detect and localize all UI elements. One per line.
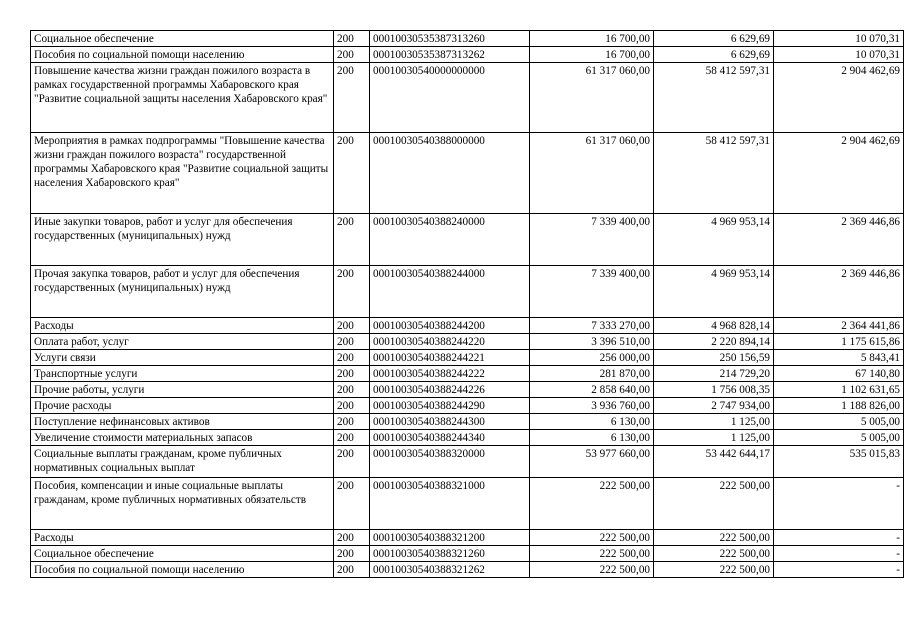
row-kbk: 00010030540388244340 <box>370 430 530 446</box>
row-kbk: 00010030540388244000 <box>370 266 530 318</box>
row-kbk: 00010030535387313260 <box>370 31 530 47</box>
row-approved-amount: 222 500,00 <box>530 546 654 562</box>
row-code: 200 <box>334 31 370 47</box>
row-executed-amount: 53 442 644,17 <box>654 446 774 478</box>
row-approved-amount: 281 870,00 <box>530 366 654 382</box>
row-unexecuted-amount: 1 102 631,65 <box>774 382 904 398</box>
row-name: Расходы <box>31 318 334 334</box>
row-kbk: 00010030540388321000 <box>370 478 530 530</box>
row-code: 200 <box>334 446 370 478</box>
table-row <box>31 414 904 430</box>
table-body <box>31 31 904 578</box>
row-unexecuted-amount: - <box>774 546 904 562</box>
table-row <box>31 318 904 334</box>
budget-execution-table <box>30 30 904 578</box>
row-code: 200 <box>334 63 370 133</box>
row-approved-amount: 3 936 760,00 <box>530 398 654 414</box>
row-name: Расходы <box>31 530 334 546</box>
row-code: 200 <box>334 366 370 382</box>
row-approved-amount: 16 700,00 <box>530 47 654 63</box>
row-kbk: 00010030540388321200 <box>370 530 530 546</box>
row-code: 200 <box>334 414 370 430</box>
row-approved-amount: 222 500,00 <box>530 530 654 546</box>
row-approved-amount: 61 317 060,00 <box>530 63 654 133</box>
row-executed-amount: 4 969 953,14 <box>654 214 774 266</box>
row-code: 200 <box>334 398 370 414</box>
row-name: Повышение качества жизни граждан пожилого возраста в рамках государственной программы Хабаровского края "Развитие социальной защиты населения Хабаровского края" <box>31 63 334 133</box>
row-unexecuted-amount: 2 369 446,86 <box>774 266 904 318</box>
row-executed-amount: 222 500,00 <box>654 546 774 562</box>
row-code: 200 <box>334 530 370 546</box>
row-unexecuted-amount: 2 364 441,86 <box>774 318 904 334</box>
row-approved-amount: 7 333 270,00 <box>530 318 654 334</box>
row-unexecuted-amount: - <box>774 478 904 530</box>
row-approved-amount: 7 339 400,00 <box>530 214 654 266</box>
row-executed-amount: 1 756 008,35 <box>654 382 774 398</box>
row-executed-amount: 2 747 934,00 <box>654 398 774 414</box>
row-code: 200 <box>334 266 370 318</box>
row-approved-amount: 222 500,00 <box>530 478 654 530</box>
row-approved-amount: 61 317 060,00 <box>530 133 654 214</box>
table-row <box>31 47 904 63</box>
row-name: Увеличение стоимости материальных запасов <box>31 430 334 446</box>
row-unexecuted-amount: 1 188 826,00 <box>774 398 904 414</box>
row-kbk: 00010030540388244300 <box>370 414 530 430</box>
row-kbk: 00010030540388244226 <box>370 382 530 398</box>
row-name: Пособия, компенсации и иные социальные выплаты гражданам, кроме публичных нормативных обязательств <box>31 478 334 530</box>
row-executed-amount: 222 500,00 <box>654 562 774 578</box>
table-row <box>31 266 904 318</box>
row-approved-amount: 53 977 660,00 <box>530 446 654 478</box>
row-name: Поступление нефинансовых активов <box>31 414 334 430</box>
row-approved-amount: 3 396 510,00 <box>530 334 654 350</box>
table-row <box>31 546 904 562</box>
row-executed-amount: 222 500,00 <box>654 530 774 546</box>
row-unexecuted-amount: - <box>774 530 904 546</box>
row-code: 200 <box>334 133 370 214</box>
table-row <box>31 478 904 530</box>
row-kbk: 00010030540388244220 <box>370 334 530 350</box>
row-executed-amount: 58 412 597,31 <box>654 63 774 133</box>
row-approved-amount: 2 858 640,00 <box>530 382 654 398</box>
table-row <box>31 334 904 350</box>
row-name: Пособия по социальной помощи населению <box>31 47 334 63</box>
row-name: Прочая закупка товаров, работ и услуг для обеспечения государственных (муниципальных) нужд <box>31 266 334 318</box>
row-code: 200 <box>334 350 370 366</box>
table-row <box>31 398 904 414</box>
row-name: Прочие расходы <box>31 398 334 414</box>
row-executed-amount: 2 220 894,14 <box>654 334 774 350</box>
row-unexecuted-amount: 2 904 462,69 <box>774 63 904 133</box>
row-kbk: 00010030540388321260 <box>370 546 530 562</box>
row-name: Оплата работ, услуг <box>31 334 334 350</box>
table-row <box>31 366 904 382</box>
row-unexecuted-amount: 2 369 446,86 <box>774 214 904 266</box>
row-unexecuted-amount: 67 140,80 <box>774 366 904 382</box>
row-kbk: 00010030540388244290 <box>370 398 530 414</box>
row-unexecuted-amount: 10 070,31 <box>774 47 904 63</box>
row-kbk: 00010030540388244200 <box>370 318 530 334</box>
row-code: 200 <box>334 382 370 398</box>
row-executed-amount: 250 156,59 <box>654 350 774 366</box>
row-name: Социальное обеспечение <box>31 546 334 562</box>
row-kbk: 00010030540388321262 <box>370 562 530 578</box>
row-name: Прочие работы, услуги <box>31 382 334 398</box>
row-executed-amount: 6 629,69 <box>654 47 774 63</box>
row-executed-amount: 4 969 953,14 <box>654 266 774 318</box>
row-code: 200 <box>334 47 370 63</box>
row-approved-amount: 7 339 400,00 <box>530 266 654 318</box>
table-row <box>31 562 904 578</box>
row-unexecuted-amount: 5 005,00 <box>774 414 904 430</box>
row-executed-amount: 6 629,69 <box>654 31 774 47</box>
row-executed-amount: 214 729,20 <box>654 366 774 382</box>
row-name: Пособия по социальной помощи населению <box>31 562 334 578</box>
row-code: 200 <box>334 546 370 562</box>
row-kbk: 00010030540388244221 <box>370 350 530 366</box>
row-executed-amount: 1 125,00 <box>654 430 774 446</box>
row-name: Социальные выплаты гражданам, кроме публичных нормативных социальных выплат <box>31 446 334 478</box>
row-kbk: 00010030540000000000 <box>370 63 530 133</box>
row-name: Услуги связи <box>31 350 334 366</box>
row-executed-amount: 222 500,00 <box>654 478 774 530</box>
table-row <box>31 133 904 214</box>
row-code: 200 <box>334 334 370 350</box>
row-unexecuted-amount: - <box>774 562 904 578</box>
table-row <box>31 446 904 478</box>
row-approved-amount: 6 130,00 <box>530 430 654 446</box>
row-approved-amount: 16 700,00 <box>530 31 654 47</box>
row-kbk: 00010030540388000000 <box>370 133 530 214</box>
row-code: 200 <box>334 214 370 266</box>
row-code: 200 <box>334 318 370 334</box>
row-code: 200 <box>334 478 370 530</box>
row-executed-amount: 58 412 597,31 <box>654 133 774 214</box>
row-approved-amount: 222 500,00 <box>530 562 654 578</box>
row-name: Транспортные услуги <box>31 366 334 382</box>
row-name: Социальное обеспечение <box>31 31 334 47</box>
row-kbk: 00010030540388320000 <box>370 446 530 478</box>
row-approved-amount: 256 000,00 <box>530 350 654 366</box>
row-unexecuted-amount: 10 070,31 <box>774 31 904 47</box>
row-unexecuted-amount: 535 015,83 <box>774 446 904 478</box>
row-kbk: 00010030540388244222 <box>370 366 530 382</box>
row-executed-amount: 4 968 828,14 <box>654 318 774 334</box>
table-row <box>31 63 904 133</box>
row-name: Иные закупки товаров, работ и услуг для обеспечения государственных (муниципальных) нужд <box>31 214 334 266</box>
row-unexecuted-amount: 5 843,41 <box>774 350 904 366</box>
row-name: Мероприятия в рамках подпрограммы "Повышение качества жизни граждан пожилого возраста" государственной программы Хабаровского края "Развитие социальной защиты населения Хабаровского края" <box>31 133 334 214</box>
row-kbk: 00010030540388240000 <box>370 214 530 266</box>
table-row <box>31 31 904 47</box>
table-row <box>31 350 904 366</box>
table-row <box>31 530 904 546</box>
row-code: 200 <box>334 430 370 446</box>
row-executed-amount: 1 125,00 <box>654 414 774 430</box>
table-row <box>31 430 904 446</box>
row-unexecuted-amount: 2 904 462,69 <box>774 133 904 214</box>
row-code: 200 <box>334 562 370 578</box>
row-kbk: 00010030535387313262 <box>370 47 530 63</box>
row-approved-amount: 6 130,00 <box>530 414 654 430</box>
table-row <box>31 382 904 398</box>
row-unexecuted-amount: 1 175 615,86 <box>774 334 904 350</box>
table-row <box>31 214 904 266</box>
row-unexecuted-amount: 5 005,00 <box>774 430 904 446</box>
